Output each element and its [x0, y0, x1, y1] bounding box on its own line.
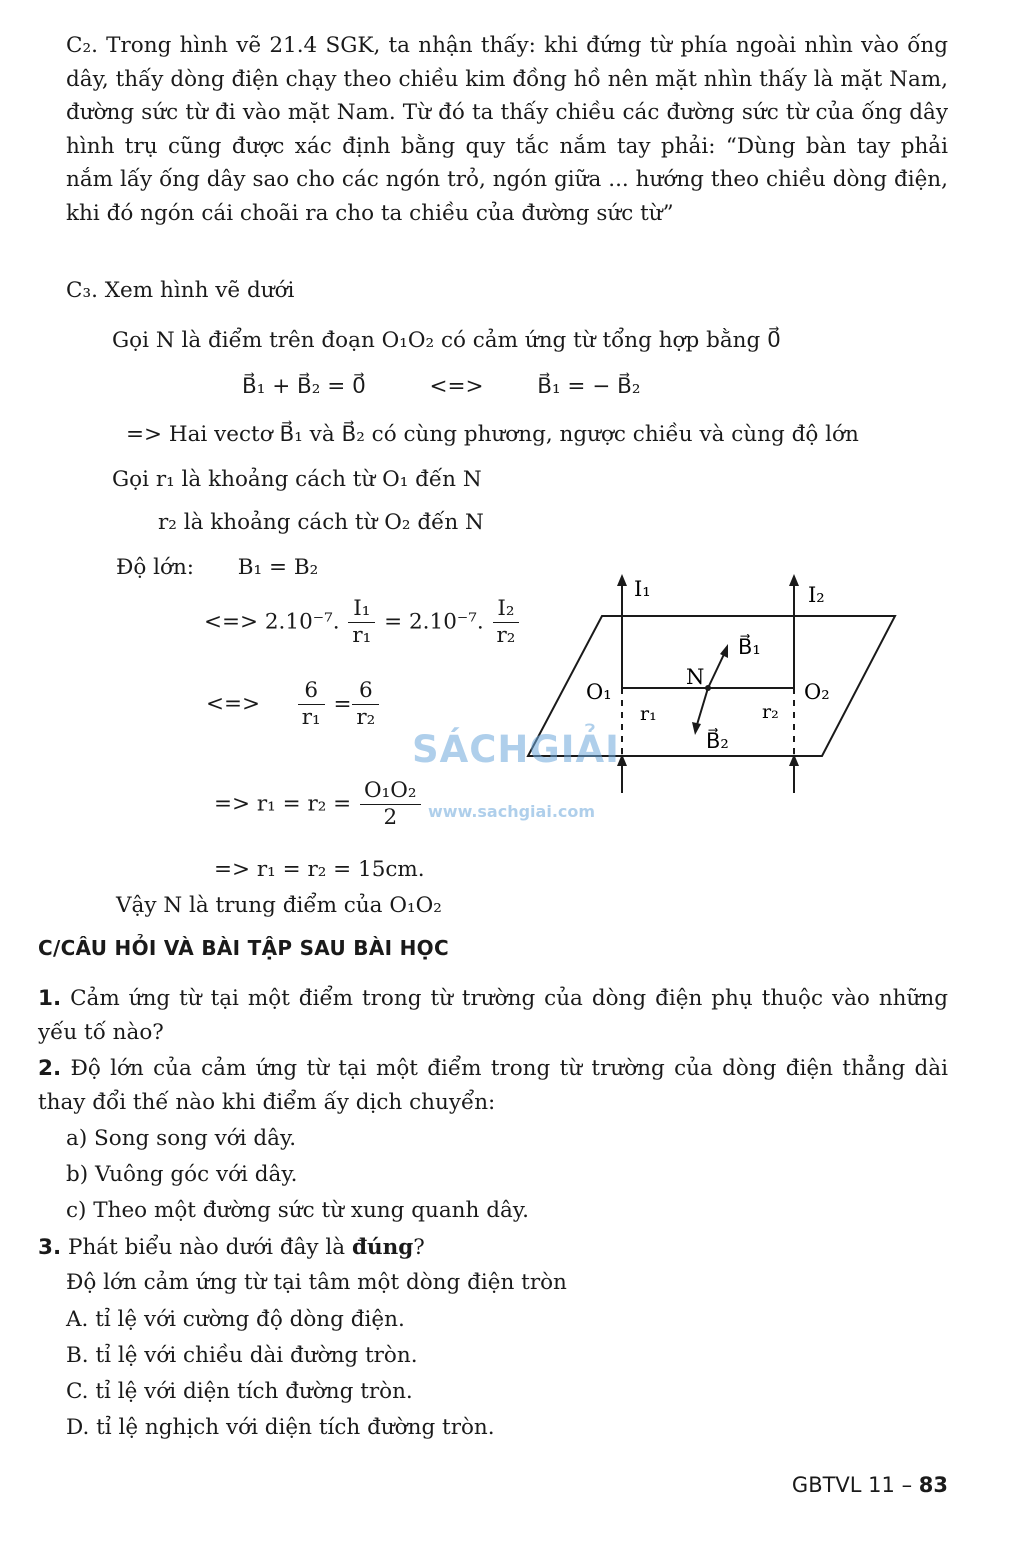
c3-eq2-mid: = 2.10⁻⁷. — [384, 609, 484, 635]
c3-line1: Gọi N là điểm trên đoạn O₁O₂ có cảm ứng từ tổng hợp bằng 0⃗ — [112, 328, 781, 353]
c3-eq4-prefix: => r₁ = r₂ = — [214, 791, 352, 817]
question-3-option-b: B. tỉ lệ với chiều dài đường tròn. — [66, 1343, 418, 1368]
question-number: 2. — [38, 1056, 62, 1081]
frac-denominator: r₁ — [301, 705, 321, 730]
watermark-title: SÁCHGIẢI — [412, 728, 620, 771]
frac-denominator: r₂ — [496, 623, 516, 648]
vector-b2 — [696, 688, 708, 728]
c3-line2: => Hai vectơ B⃗₁ và B⃗₂ có cùng phương, ngược chiều và cùng độ lớn — [126, 422, 859, 447]
question-number: 3. — [38, 1235, 62, 1260]
label-r1: r₁ — [640, 703, 657, 725]
question-number: 1. — [38, 986, 62, 1011]
c3-eq2-frac1 — [348, 596, 375, 649]
c3-eq1 — [242, 372, 641, 402]
c3-intro: Xem hình vẽ dưới — [104, 278, 295, 303]
c3-eq2-frac2 — [493, 596, 520, 649]
c3-intro-line — [66, 276, 294, 306]
c3-magnitude — [116, 553, 318, 583]
question-2-option-b: b) Vuông góc với dây. — [66, 1162, 298, 1187]
label-i2: I₂ — [808, 583, 825, 607]
question-text-after: ? — [413, 1235, 425, 1260]
c3-line3: Gọi r₁ là khoảng cách từ O₁ đến N — [112, 467, 482, 492]
sachgiai-watermark-logo — [412, 728, 642, 828]
label-r2: r₂ — [762, 701, 779, 723]
c3-mag-eq: B₁ = B₂ — [237, 555, 319, 580]
question-2-option-a: a) Song song với dây. — [66, 1126, 297, 1151]
question-3-stem: Độ lớn cảm ứng từ tại tâm một dòng điện tròn — [66, 1270, 567, 1295]
page-footer — [792, 1473, 948, 1497]
question-1 — [38, 982, 948, 1049]
c3-eq3-prefix: <=> — [206, 691, 261, 717]
question-text: Cảm ứng từ tại một điểm trong từ trường của dòng điện phụ thuộc vào những yếu tố nào? — [38, 986, 948, 1045]
c3-eq1-arrow: <=> — [429, 374, 484, 399]
section-heading: C/CÂU HỎI VÀ BÀI TẬP SAU BÀI HỌC — [38, 936, 449, 960]
frac-numerator: I₁ — [353, 596, 371, 621]
c3-eq5: => r₁ = r₂ = 15cm. — [214, 857, 425, 882]
question-text-before: Phát biểu nào dưới đây là — [67, 1235, 352, 1260]
question-text: Độ lớn của cảm ứng từ tại một điểm trong từ trường của dòng điện thẳng dài thay đổi thế nào khi điểm ấy dịch chuyển: — [38, 1056, 948, 1115]
question-text-bold: đúng — [351, 1235, 414, 1260]
c3-eq3-frac2 — [352, 678, 379, 731]
label-o1: O₁ — [586, 680, 612, 704]
c3-eq3-frac1 — [298, 678, 325, 731]
arrow-up-icon — [617, 574, 627, 586]
frac-numerator: 6 — [304, 678, 319, 703]
c3-eq4 — [214, 778, 423, 831]
c3-eq2 — [204, 596, 521, 649]
watermark-url: www.sachgiai.com — [428, 802, 596, 821]
vector-b1 — [708, 650, 726, 688]
label-i1: I₁ — [634, 577, 651, 601]
question-2 — [38, 1052, 948, 1119]
question-3-option-c: C. tỉ lệ với diện tích đường tròn. — [66, 1379, 413, 1404]
frac-denominator: r₂ — [356, 705, 376, 730]
page-number: 83 — [918, 1473, 948, 1497]
arrow-head-icon — [692, 722, 701, 735]
frac-denominator: r₁ — [352, 623, 372, 648]
frac-denominator: 2 — [383, 805, 398, 830]
question-3 — [38, 1233, 425, 1263]
arrow-head-icon — [720, 644, 728, 658]
c2-paragraph — [66, 29, 948, 230]
c3-eq2-prefix: <=> 2.10⁻⁷. — [204, 609, 340, 635]
c2-text: Trong hình vẽ 21.4 SGK, ta nhận thấy: khi đứng từ phía ngoài nhìn vào ống dây, thấy dòng điện chạy theo chiều kim đồng hồ nên mặt nhìn thấy là mặt Nam, đường sức từ đi vào mặt Nam. Từ đó ta thấy chiều các đường sức từ của ống dây hình trụ cũng được xác định bằng quy tắc nắm tay phải: “Dùng bàn tay phải nắm lấy ống dây sao cho các ngón trỏ, ngón giữa ... hướng theo chiều dòng điện, khi đó ngón cái choãi ra cho ta chiều của đường sức từ” — [66, 33, 948, 226]
point-n — [705, 685, 711, 691]
label-o2: O₂ — [804, 680, 830, 704]
c2-label: C₂. — [66, 33, 98, 58]
c3-eq1-left: B⃗₁ + B⃗₂ = 0⃗ — [242, 374, 366, 399]
c3-mag-label: Độ lớn: — [116, 555, 195, 580]
question-3-option-a: A. tỉ lệ với cường độ dòng điện. — [66, 1307, 405, 1332]
c3-conclusion: Vậy N là trung điểm của O₁O₂ — [116, 893, 442, 918]
question-2-option-c: c) Theo một đường sức từ xung quanh dây. — [66, 1198, 529, 1223]
label-b1: B⃗₁ — [738, 635, 761, 659]
label-b2: B⃗₂ — [706, 729, 729, 753]
c3-eq3: <=> $\frac{6}{\text{r₁}}$ = $\frac{6}{\text{r₂}}$ — [206, 678, 381, 731]
frac-numerator: 6 — [358, 678, 373, 703]
c3-line4: r₂ là khoảng cách từ O₂ đến N — [158, 510, 484, 535]
c3-label: C₃. — [66, 278, 98, 303]
question-3-option-d: D. tỉ lệ nghịch với diện tích đường tròn. — [66, 1415, 495, 1440]
arrow-up-icon — [789, 574, 799, 586]
footer-book: GBTVL 11 – — [791, 1473, 913, 1497]
label-n: N — [686, 665, 705, 689]
frac-numerator: I₂ — [497, 596, 515, 621]
c3-eq1-right: B⃗₁ = − B⃗₂ — [537, 374, 641, 399]
frac-numerator: O₁O₂ — [364, 778, 417, 803]
